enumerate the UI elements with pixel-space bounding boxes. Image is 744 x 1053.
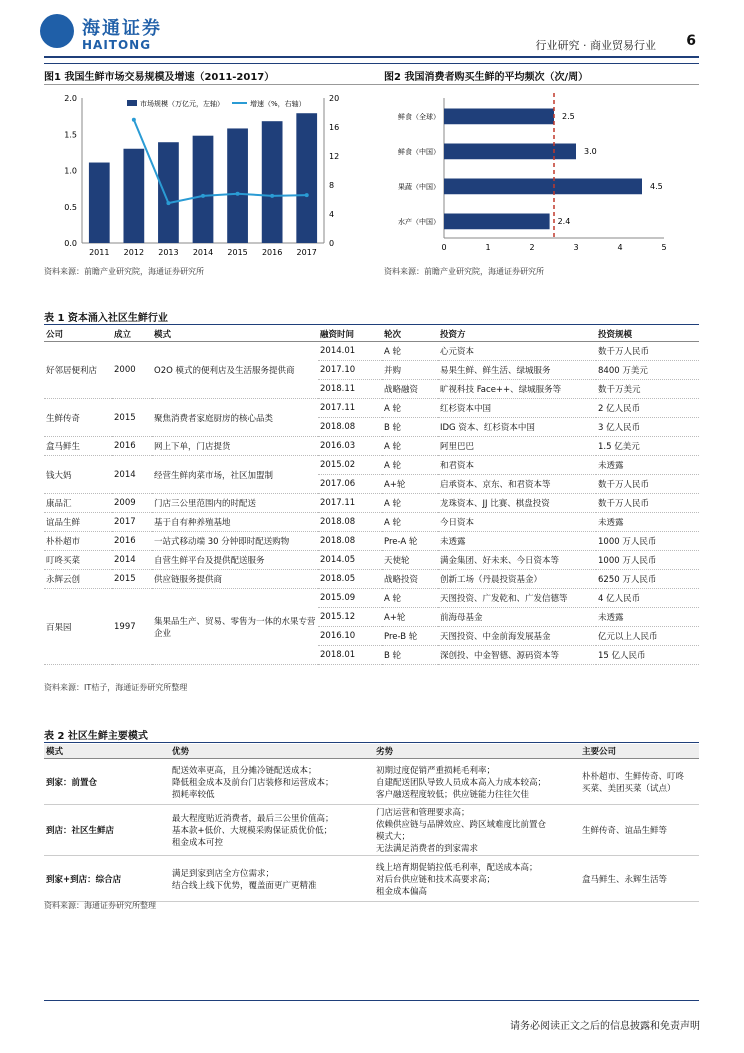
cell-adv <box>170 805 374 856</box>
cell-investor: 心元资本 <box>438 342 596 361</box>
cell-company: 盒马鲜生 <box>44 437 112 456</box>
cell-round: 天使轮 <box>382 551 438 570</box>
table2-body <box>44 759 699 902</box>
cell-line: 租金成本可控 <box>172 838 224 848</box>
line-point <box>305 193 309 197</box>
category-label: 鲜食（全球） <box>398 113 440 121</box>
cell-model: O2O 模式的便利店及生活服务提供商 <box>152 342 318 399</box>
cell-company: 康品汇 <box>44 494 112 513</box>
table1-rule <box>44 324 699 325</box>
cell-amount: 亿元以上人民币 <box>596 627 699 646</box>
table1-title: 表 1 资本涌入社区生鲜行业 <box>44 313 168 324</box>
cell-investor: 和君资本 <box>438 456 596 475</box>
cell-line: 降低租金成本及前台门店装修和运营成本； <box>172 777 334 788</box>
table-header-row <box>44 327 699 342</box>
cell-line: 无法满足消费者的到家需求 <box>376 844 479 854</box>
table-row <box>44 437 699 456</box>
cell-round: A+轮 <box>382 608 438 627</box>
cell-company: 好邻居便利店 <box>44 342 112 399</box>
cell-founded: 1997 <box>112 589 152 665</box>
bar <box>444 109 554 125</box>
cell-round: A 轮 <box>382 399 438 418</box>
cell-date: 2017.06 <box>318 475 382 494</box>
cell-company: 谊品生鲜 <box>44 513 112 532</box>
y2-tick-label: 4 <box>329 210 335 219</box>
cell-line: 初期过度促销严重损耗毛利率； <box>376 765 496 776</box>
table-row <box>44 856 699 902</box>
table-row <box>44 513 699 532</box>
table2-rule <box>44 742 699 743</box>
x-tick-label: 4 <box>617 243 623 252</box>
th-company: 公司 <box>44 327 112 342</box>
cell-round: B 轮 <box>382 646 438 665</box>
cell-dis <box>374 805 580 856</box>
cell-line: 依赖供应链与品牌效应、跨区域难度比前置仓 <box>376 820 547 830</box>
data-label: 2.5 <box>562 112 575 121</box>
cell-date: 2018.08 <box>318 513 382 532</box>
category-label: 水产（中国） <box>398 218 440 226</box>
cell-investor: 未透露 <box>438 532 596 551</box>
line-point <box>236 192 240 196</box>
cell-line: 线上培育期促销拉低毛利率，配送成本高； <box>376 862 538 873</box>
header-rule <box>44 56 699 58</box>
cell-round: Pre-B 轮 <box>382 627 438 646</box>
cell-co <box>580 805 699 856</box>
cell-amount: 8400 万美元 <box>596 361 699 380</box>
cell-line: 配送效率更高，且分摊冷链配送成本； <box>172 765 317 776</box>
cell-amount: 6250 万人民币 <box>596 570 699 589</box>
cell-amount: 数千万人民币 <box>596 494 699 513</box>
cell-company: 钱大妈 <box>44 456 112 494</box>
cell-date: 2018.05 <box>318 570 382 589</box>
cell-investor: IDG 资本、红杉资本中国 <box>438 418 596 437</box>
cell-round: A+轮 <box>382 475 438 494</box>
cell-line: 满足到家到店全方位需求； <box>172 868 275 879</box>
line-point <box>132 118 136 122</box>
th-date: 融资时间 <box>318 327 382 342</box>
cell-line: 自建配送团队导致人员成本高入力成本较高； <box>376 777 547 788</box>
cell-line: 结合线上线下优势，覆盖面更广更精准 <box>172 880 317 891</box>
cell-line: 最大程度贴近消费者，最后三公里价值高； <box>172 814 334 824</box>
cell-round: Pre-A 轮 <box>382 532 438 551</box>
x-tick-label: 2 <box>529 243 535 252</box>
cell-amount: 1000 万人民币 <box>596 551 699 570</box>
cell-line: 门店运营和管理要求高； <box>376 808 470 818</box>
cell-line: 生鲜传奇、谊品生鲜等 <box>582 826 668 836</box>
section-label: 行业研究 · 商业贸易行业 <box>535 39 656 52</box>
cell-line: 模式大； <box>376 832 411 842</box>
x-tick-label: 2011 <box>89 248 110 257</box>
table-row <box>44 342 699 361</box>
line-point <box>201 194 205 198</box>
cell-date: 2017.11 <box>318 399 382 418</box>
y2-tick-label: 8 <box>329 181 335 190</box>
table1-source: 资料来源：IT桔子，海通证券研究所整理 <box>44 683 188 692</box>
cell-date: 2018.08 <box>318 532 382 551</box>
x-tick-label: 2014 <box>192 248 214 257</box>
haitong-logo-icon <box>40 14 74 48</box>
th-dis: 劣势 <box>374 744 580 759</box>
cell-mode: 到店：社区生鲜店 <box>46 826 115 836</box>
cell-amount: 数千万人民币 <box>596 475 699 494</box>
logo-cn: 海通证券 <box>82 18 162 39</box>
cell-company: 生鲜传奇 <box>44 399 112 437</box>
table-row <box>44 805 699 856</box>
cell-investor: 阿里巴巴 <box>438 437 596 456</box>
cell-date: 2015.02 <box>318 456 382 475</box>
th-round: 轮次 <box>382 327 438 342</box>
bar <box>444 214 550 230</box>
cell-company: 朴朴超市 <box>44 532 112 551</box>
table1-body <box>44 342 699 665</box>
cell-round: 战略融资 <box>382 380 438 399</box>
cell-investor: 深创投、中金智德、源码资本等 <box>438 646 596 665</box>
cell-date: 2018.08 <box>318 418 382 437</box>
cell-co <box>580 856 699 902</box>
cell-round: A 轮 <box>382 513 438 532</box>
cell-model: 一站式移动端 30 分钟即时配送购物 <box>152 532 318 551</box>
cell-round: 战略投资 <box>382 570 438 589</box>
bar <box>444 144 576 160</box>
cell-line: 买菜、美团买菜（试点） <box>582 783 676 794</box>
cell-round: A 轮 <box>382 342 438 361</box>
cell-founded: 2009 <box>112 494 152 513</box>
bar <box>123 149 144 243</box>
table-row <box>44 532 699 551</box>
cell-round: B 轮 <box>382 418 438 437</box>
cell-adv <box>170 856 374 902</box>
cell-co <box>580 759 699 805</box>
legend-label: 增速（%，右轴） <box>250 100 306 108</box>
cell-investor: 满金集团、好未来、今日资本等 <box>438 551 596 570</box>
th-adv: 优势 <box>170 744 374 759</box>
cell-amount: 1000 万人民币 <box>596 532 699 551</box>
y-tick-label: 1.0 <box>64 166 77 176</box>
table-row <box>44 551 699 570</box>
cell-model: 自营生鲜平台及提供配送服务 <box>152 551 318 570</box>
cell-investor: 前海母基金 <box>438 608 596 627</box>
y-tick-label: 0.5 <box>64 202 77 212</box>
fig1-chart <box>44 88 364 258</box>
cell-model: 集果品生产、贸易、零售为一体的水果专营企业 <box>152 589 318 665</box>
cell-company: 百果园 <box>44 589 112 665</box>
y-tick-label: 2.0 <box>64 94 77 103</box>
cell-founded: 2015 <box>112 399 152 437</box>
cell-company: 叮咚买菜 <box>44 551 112 570</box>
cell-date: 2014.01 <box>318 342 382 361</box>
bar <box>227 128 248 243</box>
th-founded: 成立 <box>112 327 152 342</box>
x-tick-label: 2012 <box>123 248 145 257</box>
line-point <box>166 201 170 205</box>
cell-founded: 2016 <box>112 437 152 456</box>
cell-amount: 数千万美元 <box>596 380 699 399</box>
page-number: 6 <box>686 33 696 49</box>
table-row <box>44 494 699 513</box>
bar <box>444 179 642 195</box>
fig1-title: 图1 我国生鲜市场交易规模及增速（2011-2017） <box>44 72 275 83</box>
bar <box>193 136 214 243</box>
cell-date: 2018.01 <box>318 646 382 665</box>
cell-model: 门店三公里范围内的时配送 <box>152 494 318 513</box>
fig2-source: 资料来源：前瞻产业研究院，海通证券研究所 <box>384 267 544 276</box>
category-label: 鲜食（中国） <box>398 148 440 156</box>
cell-investor: 龙珠资本、JJ 比赛、棋盘投资 <box>438 494 596 513</box>
cell-founded: 2000 <box>112 342 152 399</box>
cell-line: 朴朴超市、生鲜传奇、叮咚 <box>582 771 685 782</box>
th-mode: 模式 <box>44 744 170 759</box>
cell-amount: 3 亿人民币 <box>596 418 699 437</box>
cell-amount: 数千万人民币 <box>596 342 699 361</box>
cell-amount: 未透露 <box>596 608 699 627</box>
cell-dis <box>374 856 580 902</box>
cell-round: A 轮 <box>382 494 438 513</box>
cell-model: 基于自有种养殖基地 <box>152 513 318 532</box>
cell-line: 客户融送程度较低；供应链能力往往欠佳 <box>376 789 530 800</box>
cell-investor: 旷视科技 Face++、绿城服务等 <box>438 380 596 399</box>
bar <box>262 121 283 243</box>
table-row <box>44 456 699 475</box>
data-label: 3.0 <box>584 147 597 156</box>
cell-dis <box>374 759 580 805</box>
cell-investor: 红杉资本中国 <box>438 399 596 418</box>
y2-tick-label: 0 <box>329 239 335 248</box>
x-tick-label: 2015 <box>227 248 248 257</box>
cell-investor: 天图投资、广发乾和、广发信德等 <box>438 589 596 608</box>
cell-model: 聚焦消费者家庭厨房的核心品类 <box>152 399 318 437</box>
line-point <box>270 194 274 198</box>
y2-tick-label: 12 <box>329 152 340 161</box>
fig2-title: 图2 我国消费者购买生鲜的平均频次（次/周） <box>384 72 589 83</box>
cell-amount: 4 亿人民币 <box>596 589 699 608</box>
cell-investor: 天图投资、中金前海发展基金 <box>438 627 596 646</box>
category-label: 果蔬（中国） <box>398 183 440 191</box>
legend-label: 市场规模（万亿元，左轴） <box>140 100 224 108</box>
cell-date: 2015.12 <box>318 608 382 627</box>
data-label: 2.4 <box>557 217 571 226</box>
cell-date: 2016.10 <box>318 627 382 646</box>
cell-date: 2017.10 <box>318 361 382 380</box>
fig-top-rule <box>44 63 699 64</box>
x-tick-label: 1 <box>485 243 491 252</box>
cell-line: 对后台供应链和技术高要求高； <box>376 874 496 885</box>
cell-founded: 2015 <box>112 570 152 589</box>
cell-date: 2014.05 <box>318 551 382 570</box>
cell-round: A 轮 <box>382 437 438 456</box>
cell-amount: 未透露 <box>596 513 699 532</box>
fig1-source: 资料来源：前瞻产业研究院，海通证券研究所 <box>44 267 204 276</box>
y-tick-label: 1.5 <box>64 130 77 140</box>
cell-founded: 2017 <box>112 513 152 532</box>
table2-source: 资料来源：海通证券研究所整理 <box>44 901 156 910</box>
table-header-row <box>44 744 699 759</box>
bar <box>158 142 179 243</box>
footer-rule <box>44 1000 699 1001</box>
cell-investor: 创新工场（丹晨投资基金） <box>438 570 596 589</box>
y2-tick-label: 16 <box>329 123 340 132</box>
table2-title: 表 2 社区生鲜主要模式 <box>44 731 148 742</box>
cell-adv <box>170 759 374 805</box>
cell-model: 供应链服务提供商 <box>152 570 318 589</box>
x-tick-label: 5 <box>661 243 667 252</box>
cell-model: 经营生鲜肉菜市场，社区加盟制 <box>152 456 318 494</box>
cell-date: 2018.11 <box>318 380 382 399</box>
table-row <box>44 570 699 589</box>
y2-tick-label: 20 <box>329 94 340 103</box>
cell-mode: 到家：前置仓 <box>46 777 98 788</box>
cell-founded: 2014 <box>112 456 152 494</box>
cell-amount: 1.5 亿美元 <box>596 437 699 456</box>
cell-date: 2015.09 <box>318 589 382 608</box>
cell-round: A 轮 <box>382 589 438 608</box>
fig-title-rule <box>44 84 699 85</box>
cell-date: 2016.03 <box>318 437 382 456</box>
cell-round: 并购 <box>382 361 438 380</box>
cell-model: 网上下单，门店提货 <box>152 437 318 456</box>
footer-disclaimer: 请务必阅读正文之后的信息披露和免责声明 <box>510 1021 700 1032</box>
x-tick-label: 0 <box>441 243 447 252</box>
x-tick-label: 2013 <box>158 248 179 257</box>
bar <box>89 163 110 243</box>
cell-founded: 2016 <box>112 532 152 551</box>
cell-line: 基本款+低价、大规模采购保证质优价低； <box>172 826 333 836</box>
th-co: 主要公司 <box>580 744 699 759</box>
cell-amount: 2 亿人民币 <box>596 399 699 418</box>
cell-amount: 15 亿人民币 <box>596 646 699 665</box>
cell-line: 损耗率较低 <box>172 789 215 800</box>
x-tick-label: 2016 <box>261 248 283 257</box>
bar <box>296 113 317 243</box>
table1 <box>44 327 699 665</box>
page-header <box>0 0 744 60</box>
cell-line: 租金成本偏高 <box>376 886 428 897</box>
logo-en: HAITONG <box>82 38 152 52</box>
th-amount: 投资规模 <box>596 327 699 342</box>
cell-line: 盒马鲜生、永辉生活等 <box>582 874 668 885</box>
fig2-chart <box>384 88 699 258</box>
x-tick-label: 3 <box>573 243 579 252</box>
x-tick-label: 2017 <box>296 248 317 257</box>
cell-mode: 到家+到店：综合店 <box>46 874 122 885</box>
table2 <box>44 744 699 902</box>
th-model: 模式 <box>152 327 318 342</box>
cell-date: 2017.11 <box>318 494 382 513</box>
cell-investor: 易果生鲜、鲜生活、绿城服务 <box>438 361 596 380</box>
data-label: 4.5 <box>650 182 663 191</box>
legend-swatch <box>127 100 137 106</box>
table-row <box>44 589 699 608</box>
y-tick-label: 0.0 <box>64 239 77 248</box>
cell-investor: 今日资本 <box>438 513 596 532</box>
th-investor: 投资方 <box>438 327 596 342</box>
table-row <box>44 399 699 418</box>
cell-founded: 2014 <box>112 551 152 570</box>
cell-company: 永辉云创 <box>44 570 112 589</box>
cell-amount: 未透露 <box>596 456 699 475</box>
cell-round: A 轮 <box>382 456 438 475</box>
table-row <box>44 759 699 805</box>
cell-investor: 启承资本、京东、和君资本等 <box>438 475 596 494</box>
